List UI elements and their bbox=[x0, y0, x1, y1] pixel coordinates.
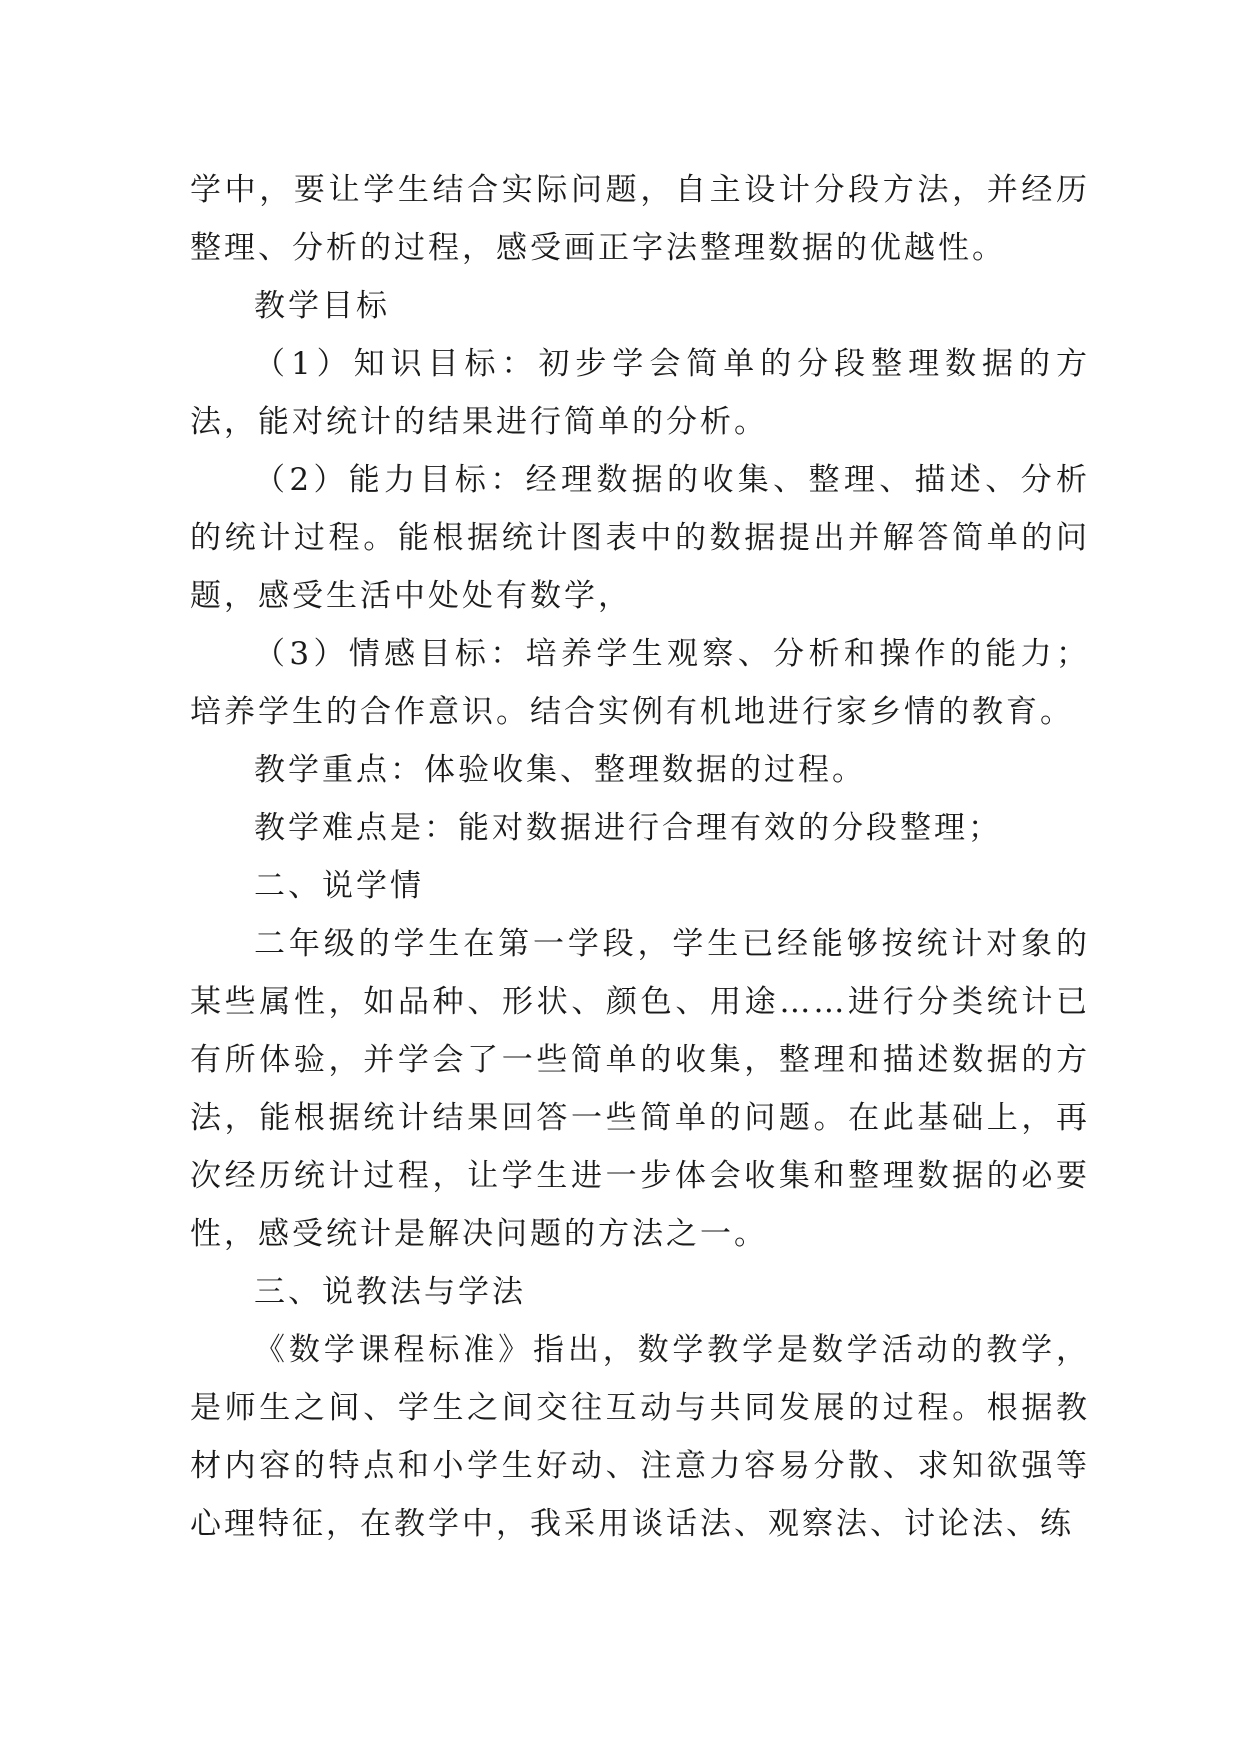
paragraph-8: 二、说学情 bbox=[254, 868, 424, 904]
body-text bbox=[190, 161, 1090, 1553]
paragraph-11: 《数学课程标准》指出，数学教学是数学活动的教学，是师生之间、学生之间交往互动与共同发展的过程。根据教材内容的特点和小学生好动、注意力容易分散、求知欲强等心理特征，在教学中，我采用谈话法、观察法、讨论法、练 bbox=[190, 1332, 1090, 1542]
paragraph-2: 教学目标 bbox=[254, 288, 390, 324]
paragraph-7: 教学难点是：能对数据进行合理有效的分段整理； bbox=[254, 810, 1002, 846]
paragraph-9: 二年级的学生在第一学段，学生已经能够按统计对象的某些属性，如品种、形状、颜色、用途……进行分类统计已有所体验，并学会了一些简单的收集，整理和描述数据的方法，能根据统计结果回答一些简单的问题。在此基础上，再次经历统计过程，让学生进一步体会收集和整理数据的必要性，感受统计是解决问题的方法之一。 bbox=[190, 926, 1090, 1252]
paragraph-6: 教学重点：体验收集、整理数据的过程。 bbox=[254, 752, 866, 788]
paragraph-5: （3）情感目标：培养学生观察、分析和操作的能力；培养学生的合作意识。结合实例有机地进行家乡情的教育。 bbox=[190, 636, 1090, 730]
paragraph-3: （1）知识目标：初步学会简单的分段整理数据的方法，能对统计的结果进行简单的分析。 bbox=[190, 346, 1090, 440]
paragraph-4: （2）能力目标：经理数据的收集、整理、描述、分析的统计过程。能根据统计图表中的数据提出并解答简单的问题，感受生活中处处有数学， bbox=[190, 462, 1090, 614]
paragraph-1: 学中，要让学生结合实际问题，自主设计分段方法，并经历整理、分析的过程，感受画正字法整理数据的优越性。 bbox=[190, 172, 1090, 266]
paragraph-10: 三、说教法与学法 bbox=[254, 1274, 526, 1310]
